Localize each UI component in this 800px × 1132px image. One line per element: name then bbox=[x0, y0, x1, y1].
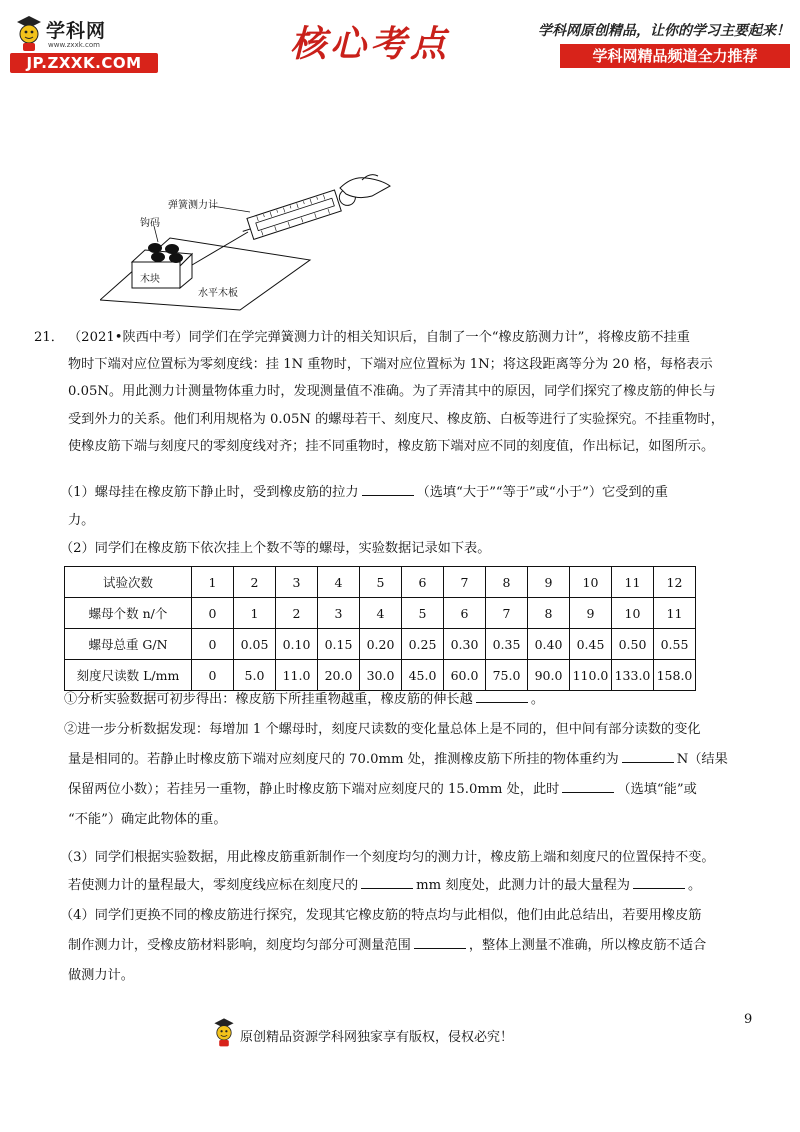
table-cell: 90.0 bbox=[528, 660, 570, 691]
analysis-2-line-3 bbox=[68, 780, 768, 800]
analysis-2-text-2b: N（结果 bbox=[676, 752, 728, 767]
question-intro-3: 0.05N。用此测力计测量物体重力时，发现测量值不准确。为了弄清其中的原因，同学们探究了橡皮筋的伸长与 bbox=[68, 384, 716, 399]
table-cell: 0.30 bbox=[444, 629, 486, 660]
table-row bbox=[65, 660, 696, 691]
table-cell: 7 bbox=[486, 598, 528, 629]
part-4-text-3: 做测力计。 bbox=[68, 968, 134, 983]
analysis-2-text-3a: 保留两位小数）；若挂另一重物，静止时橡皮筋下端对应刻度尺的 15.0mm 处，此时 bbox=[68, 782, 560, 797]
table-cell: 3 bbox=[276, 567, 318, 598]
table-cell: 1 bbox=[234, 598, 276, 629]
table-cell: 3 bbox=[318, 598, 360, 629]
label-block: 木块 bbox=[140, 274, 160, 285]
data-table bbox=[64, 566, 696, 691]
header-tag: 学科网精品频道全力推荐 bbox=[560, 44, 790, 68]
table-cell: 9 bbox=[528, 567, 570, 598]
answer-blank-4[interactable] bbox=[562, 780, 614, 793]
table-cell: 0.55 bbox=[654, 629, 696, 660]
answer-blank-6[interactable] bbox=[633, 876, 685, 889]
zxxk-logo[interactable] bbox=[10, 12, 160, 74]
part-3-text-2c: 。 bbox=[687, 878, 702, 893]
part-2-intro bbox=[60, 539, 760, 559]
part-2-text: （2）同学们在橡皮筋下依次挂上个数不等的螺母，实验数据记录如下表。 bbox=[60, 541, 491, 556]
part-4-text-1: （4）同学们更换不同的橡皮筋进行探究，发现其它橡皮筋的特点均与此相似，他们由此总结出，若要用橡皮筋 bbox=[60, 908, 702, 923]
question-intro-4: 受到外力的关系。他们利用规格为 0.05N 的螺母若干、刻度尺、橡皮筋、白板等进行了实验探究。不挂重物时， bbox=[68, 412, 724, 427]
part-1-text-c: 力。 bbox=[68, 513, 95, 528]
part-4-text-2b: ，整体上测量不准确，所以橡皮筋不适合 bbox=[468, 938, 707, 953]
table-cell: 75.0 bbox=[486, 660, 528, 691]
label-weights: 钩码 bbox=[140, 218, 160, 229]
table-cell: 20.0 bbox=[318, 660, 360, 691]
analysis-2-line-1 bbox=[64, 720, 764, 740]
table-cell: 0.45 bbox=[570, 629, 612, 660]
row-header: 螺母个数 n/个 bbox=[65, 598, 192, 629]
table-row bbox=[65, 598, 696, 629]
logo-site-url: www.zxxk.com bbox=[48, 41, 100, 49]
row-header: 螺母总重 G/N bbox=[65, 629, 192, 660]
table-cell: 10 bbox=[570, 567, 612, 598]
mascot-icon bbox=[212, 1016, 236, 1048]
row-header: 刻度尺读数 L/mm bbox=[65, 660, 192, 691]
page-header bbox=[0, 0, 800, 80]
table-cell: 7 bbox=[444, 567, 486, 598]
part-1-text-b: （选填“大于”“等于”或“小于”）它受到的重 bbox=[416, 485, 668, 500]
question-intro-1: （2021•陕西中考）同学们在学完弹簧测力计的相关知识后，自制了一个“橡皮筋测力计”，将橡皮筋不挂重 bbox=[68, 330, 690, 345]
table-cell: 6 bbox=[402, 567, 444, 598]
table-cell: 11 bbox=[612, 567, 654, 598]
analysis-2-text-1: ②进一步分析数据发现：每增加 1 个螺母时，刻度尺读数的变化量总体上是不同的，但中间有部分读数的变化 bbox=[64, 722, 701, 737]
table-cell: 0.40 bbox=[528, 629, 570, 660]
header-title: 核心考点 bbox=[289, 23, 450, 65]
question-line-1 bbox=[34, 328, 768, 348]
label-board: 水平木板 bbox=[198, 288, 238, 299]
table-cell: 10 bbox=[612, 598, 654, 629]
logo-url-text: JP.ZXXK.COM bbox=[26, 54, 142, 72]
table-cell: 0.05 bbox=[234, 629, 276, 660]
analysis-2-text-4: “不能”）确定此物体的重。 bbox=[68, 812, 227, 827]
table-cell: 158.0 bbox=[654, 660, 696, 691]
table-cell: 0.50 bbox=[612, 629, 654, 660]
analysis-1-text-b: 。 bbox=[530, 692, 544, 707]
table-cell: 12 bbox=[654, 567, 696, 598]
part-3-line-1 bbox=[60, 848, 760, 868]
table-row bbox=[65, 567, 696, 598]
part-1-line-2 bbox=[68, 511, 768, 531]
table-cell: 30.0 bbox=[360, 660, 402, 691]
analysis-2-text-3b: （选填“能”或 bbox=[617, 782, 697, 797]
part-4-line-3 bbox=[68, 966, 768, 986]
table-cell: 110.0 bbox=[570, 660, 612, 691]
table-cell: 8 bbox=[528, 598, 570, 629]
table-cell: 45.0 bbox=[402, 660, 444, 691]
table-cell: 11 bbox=[654, 598, 696, 629]
table-cell: 9 bbox=[570, 598, 612, 629]
table-cell: 0 bbox=[192, 629, 234, 660]
part-4-line-2 bbox=[68, 936, 768, 956]
table-cell: 5 bbox=[402, 598, 444, 629]
answer-blank-5[interactable] bbox=[361, 876, 413, 889]
answer-blank-1[interactable] bbox=[362, 483, 414, 496]
experiment-figure bbox=[100, 150, 400, 315]
analysis-2-text-2a: 量是相同的。若静止时橡皮筋下端对应刻度尺的 70.0mm 处，推测橡皮筋下所挂的物体重约为 bbox=[68, 752, 619, 767]
part-3-text-2b: mm 刻度处，此测力计的最大量程为 bbox=[416, 878, 630, 893]
table-cell: 1 bbox=[192, 567, 234, 598]
logo-brand-name: 学科网 bbox=[46, 20, 107, 42]
table-cell: 60.0 bbox=[444, 660, 486, 691]
table-cell: 5 bbox=[360, 567, 402, 598]
answer-blank-3[interactable] bbox=[622, 750, 674, 763]
header-slogan: 学科网原创精品，让你的学习主要起来！ bbox=[538, 23, 790, 39]
table-cell: 0.25 bbox=[402, 629, 444, 660]
part-1-line-1 bbox=[60, 483, 760, 503]
table-cell: 2 bbox=[234, 567, 276, 598]
table-cell: 8 bbox=[486, 567, 528, 598]
table-cell: 5.0 bbox=[234, 660, 276, 691]
table-cell: 0.20 bbox=[360, 629, 402, 660]
mascot-icon bbox=[14, 14, 44, 52]
logo-url-bar bbox=[10, 53, 158, 73]
analysis-2-line-4 bbox=[68, 810, 768, 830]
table-row bbox=[65, 629, 696, 660]
table-cell: 11.0 bbox=[276, 660, 318, 691]
table-cell: 6 bbox=[444, 598, 486, 629]
part-4-line-1 bbox=[60, 906, 760, 926]
table-cell: 0.10 bbox=[276, 629, 318, 660]
page-footer bbox=[0, 1016, 800, 1056]
table-cell: 0.15 bbox=[318, 629, 360, 660]
question-line-4 bbox=[68, 410, 768, 430]
label-spring-meter: 弹簧测力计 bbox=[168, 200, 218, 211]
table-cell: 0 bbox=[192, 660, 234, 691]
experiment-diagram bbox=[100, 150, 400, 315]
table-cell: 0.35 bbox=[486, 629, 528, 660]
question-intro-2: 物时下端对应位置标为零刻度线：挂 1N 重物时，下端对应位置标为 1N；将这段距离等分为 20 格，每格表示 bbox=[68, 357, 713, 372]
analysis-1-text-a: ①分析实验数据可初步得出：橡皮筋下所挂重物越重，橡皮筋的伸长越 bbox=[64, 692, 473, 707]
table-cell: 0 bbox=[192, 598, 234, 629]
table-cell: 4 bbox=[360, 598, 402, 629]
analysis-1 bbox=[64, 690, 764, 710]
table-cell: 2 bbox=[276, 598, 318, 629]
question-line-2 bbox=[68, 355, 768, 375]
table-cell: 133.0 bbox=[612, 660, 654, 691]
question-line-3 bbox=[68, 382, 768, 402]
part-4-text-2a: 制作测力计，受橡皮筋材料影响，刻度均匀部分可测量范围 bbox=[68, 938, 411, 953]
part-3-text-2a: 若使测力计的量程最大，零刻度线应标在刻度尺的 bbox=[68, 878, 359, 893]
part-3-text-1: （3）同学们根据实验数据，用此橡皮筋重新制作一个刻度均匀的测力计，橡皮筋上端和刻度尺的位置保持不变。 bbox=[60, 850, 715, 865]
part-3-line-2 bbox=[68, 876, 768, 896]
answer-blank-2[interactable] bbox=[476, 690, 528, 703]
analysis-2-line-2 bbox=[68, 750, 768, 770]
page-number: 9 bbox=[744, 1012, 753, 1027]
question-line-5 bbox=[68, 437, 768, 457]
row-header: 试验次数 bbox=[65, 567, 192, 598]
copyright-notice: 原创精品资源学科网独家享有版权，侵权必究！ bbox=[240, 1030, 514, 1045]
answer-blank-7[interactable] bbox=[414, 936, 466, 949]
table-cell: 4 bbox=[318, 567, 360, 598]
question-intro-5: 使橡皮筋下端与刻度尺的零刻度线对齐；挂不同重物时，橡皮筋下端对应不同的刻度值，作出标记，如图所示。 bbox=[68, 439, 715, 454]
question-number: 21． bbox=[34, 330, 64, 345]
part-1-text-a: （1）螺母挂在橡皮筋下静止时，受到橡皮筋的拉力 bbox=[60, 485, 359, 500]
